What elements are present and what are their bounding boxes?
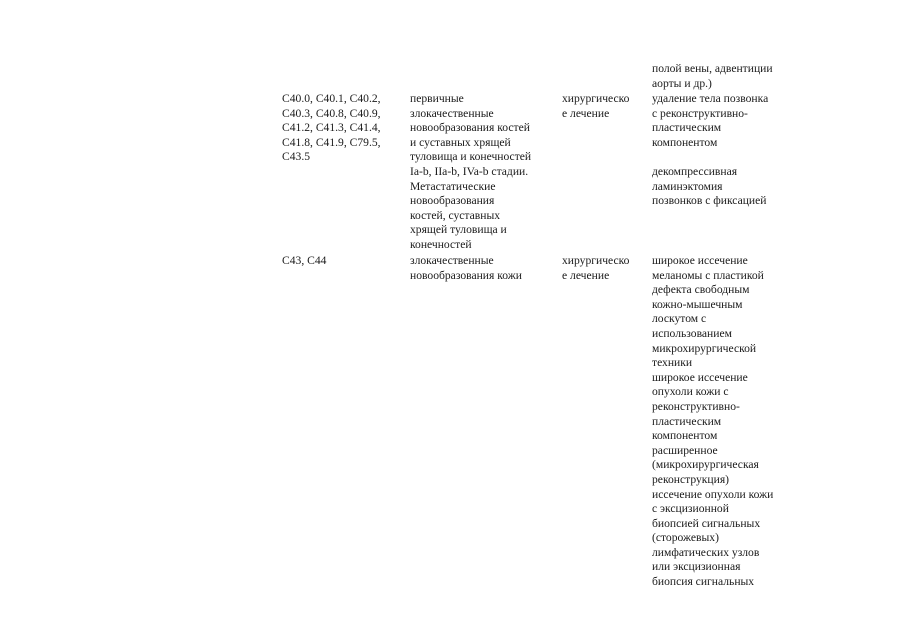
text-line: первичные — [410, 92, 464, 105]
text-line: или эксцизионная — [652, 560, 741, 574]
text-line: с эксцизионной — [652, 502, 729, 516]
text-line: Метастатические — [410, 179, 496, 193]
text-line: костей, суставных — [410, 208, 501, 222]
text-line: реконструктивно- — [652, 399, 740, 413]
row-2-treatment — [562, 254, 629, 283]
row-1-treatment — [562, 92, 629, 121]
text-line: е лечение — [562, 106, 610, 120]
text-line: хрящей туловища и — [410, 223, 507, 237]
text-line: Ia-b, IIa-b, IVa-b стадии. — [410, 164, 529, 178]
text-line: хирургическо — [562, 92, 630, 105]
text-line: удаление тела позвонка — [652, 92, 769, 105]
text-line: новообразования — [410, 194, 495, 208]
text-line: C41.8, C41.9, C79.5, — [282, 135, 381, 149]
row-1-codes — [282, 92, 381, 165]
text-line: лимфатических узлов — [652, 545, 760, 559]
text-line: дефекта свободным — [652, 283, 750, 297]
text-line: (микрохирургическая — [652, 458, 759, 472]
text-line: C40.0, C40.1, C40.2, — [282, 92, 381, 105]
text-line: декомпрессивная — [652, 164, 738, 178]
text-line: новообразования кожи — [410, 268, 523, 282]
text-line: использованием — [652, 326, 732, 340]
text-line: пластическим — [652, 414, 722, 428]
methods-continuation — [652, 62, 773, 91]
row-1-methods — [652, 92, 768, 209]
text-line: C40.3, C40.8, C40.9, — [282, 106, 381, 120]
row-2-methods — [652, 254, 773, 590]
text-line: е лечение — [562, 268, 610, 282]
text-line: реконструкция) — [652, 472, 730, 486]
text-line: C43, C44 — [282, 254, 327, 267]
text-line: C43.5 — [282, 150, 311, 164]
text-line: компонентом — [652, 135, 718, 149]
text-line: ламинэктомия — [652, 179, 723, 193]
text-line: туловища и конечностей — [410, 150, 532, 164]
text-line: кожно-мышечным — [652, 297, 743, 311]
text-line: опухоли кожи с — [652, 385, 729, 399]
text-line: микрохирургической — [652, 341, 757, 355]
text-line: (сторожевых) — [652, 531, 719, 545]
text-line: злокачественные — [410, 254, 494, 267]
text-line: лоскутом с — [652, 312, 707, 326]
text-line: аорты и др.) — [652, 76, 712, 90]
row-1-diagnosis — [410, 92, 531, 253]
text-line: компонентом — [652, 429, 718, 443]
row-2-codes — [282, 254, 326, 269]
text-line: конечностей — [410, 237, 472, 251]
text-line: техники — [652, 356, 693, 370]
text-line: биопсией сигнальных — [652, 516, 761, 530]
text-line: пластическим — [652, 121, 722, 135]
text-line: новообразования костей — [410, 121, 530, 135]
text-line: и суставных хрящей — [410, 135, 511, 149]
text-line: широкое иссечение — [652, 254, 748, 267]
text-line: с реконструктивно- — [652, 106, 748, 120]
text-line: злокачественные — [410, 106, 494, 120]
paragraph-gap — [652, 150, 768, 165]
text-line: иссечение опухоли кожи — [652, 487, 774, 501]
text-line: полой вены, адвентиции — [652, 62, 773, 75]
text-line: C41.2, C41.3, C41.4, — [282, 121, 381, 135]
text-line: позвонков с фиксацией — [652, 194, 767, 208]
text-line: широкое иссечение — [652, 370, 748, 384]
row-2-diagnosis — [410, 254, 522, 283]
text-line: расширенное — [652, 443, 718, 457]
text-line: хирургическо — [562, 254, 630, 267]
text-line: меланомы с пластикой — [652, 268, 764, 282]
text-line: биопсия сигнальных — [652, 575, 755, 589]
